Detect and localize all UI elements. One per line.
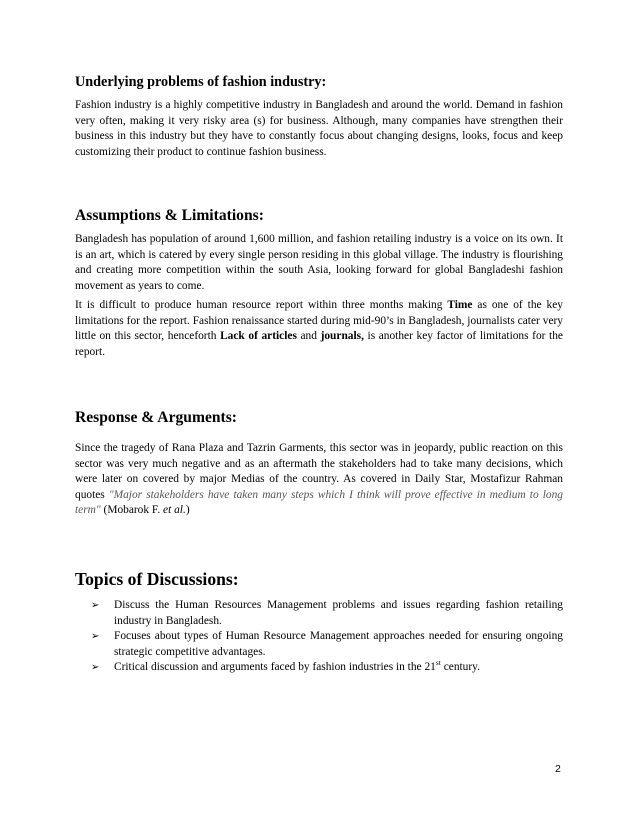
text-run: as one of the key limitations for the report. Fashion renaissance started during mid-90’s in Bangladesh, journalists cater very little on this sector, henceforth	[75, 299, 563, 343]
topics-list	[91, 598, 563, 676]
paragraph-problems: Fashion industry is a highly competitive industry in Bangladesh and around the world. Demand in fashion very often, making it very risky area (s) for business. Although, many companies have strengthen their business in this industry but they have to constantly focus about changing designs, looks, focus and keep customizing their product to continue fashion business.	[75, 99, 563, 158]
italic-et-al: et al.	[163, 504, 186, 517]
page-number: 2	[555, 763, 561, 775]
list-item	[91, 629, 563, 660]
heading-assumptions-limitations: Assumptions & Limitations:	[75, 207, 264, 224]
arrow-bullet-icon: ➢	[91, 600, 100, 611]
text-run: (Mobarok F.	[100, 504, 164, 517]
heading-topics-of-discussions: Topics of Discussions:	[75, 569, 239, 589]
text-run: It is difficult to produce human resource report within three months making	[75, 299, 448, 311]
text-run: and	[296, 330, 321, 343]
list-item-text: Focuses about types of Human Resource Management approaches needed for ensuring ongoing strategic competitive advantages.	[114, 630, 563, 658]
list-item-text: Critical discussion and arguments faced by fashion industries in the 21	[114, 661, 436, 674]
arrow-bullet-icon: ➢	[91, 662, 100, 674]
bold-time: Time	[447, 299, 473, 311]
superscript-st: st	[435, 658, 441, 668]
list-item	[91, 598, 563, 629]
text-run: Since the tragedy of Rana Plaza and Tazrin Garments, this sector was in jeopardy, public reaction on this sector was very much negative and as an aftermath the stakeholders had to take many decisions, which were later on covered by major Medias of the country. As covered in Daily Star, Mostafizur Rahman quotes	[75, 442, 563, 501]
list-item	[91, 660, 563, 676]
paragraph-assumptions-1: Bangladesh has population of around 1,600 million, and fashion retailing industry is a voice on its own. It is an art, which is catered by every single person residing in this global village. The industry is flourishing and creating more competition within the south Asia, looking forward for global Bangladeshi fashion movement as years to come.	[75, 233, 563, 292]
list-item-text: century.	[440, 661, 480, 674]
heading-response-arguments: Response & Arguments:	[75, 409, 237, 426]
text-run: is another key factor of limitations for the report.	[75, 330, 563, 358]
heading-underlying-problems: Underlying problems of fashion industry:	[75, 74, 327, 90]
paragraph-assumptions-2	[75, 298, 563, 360]
paragraph-response	[75, 441, 563, 519]
bold-lack-of-articles: Lack of articles	[220, 330, 297, 343]
list-item-text: Discuss the Human Resources Management problems and issues regarding fashion retailing industry in Bangladesh.	[114, 599, 563, 627]
bold-journals: journals,	[320, 330, 364, 343]
arrow-bullet-icon: ➢	[91, 631, 100, 643]
quote-rahman: "Major stakeholders have taken many steps which I think will prove effective in medium to long term"	[75, 488, 564, 517]
text-run: )	[185, 504, 190, 517]
